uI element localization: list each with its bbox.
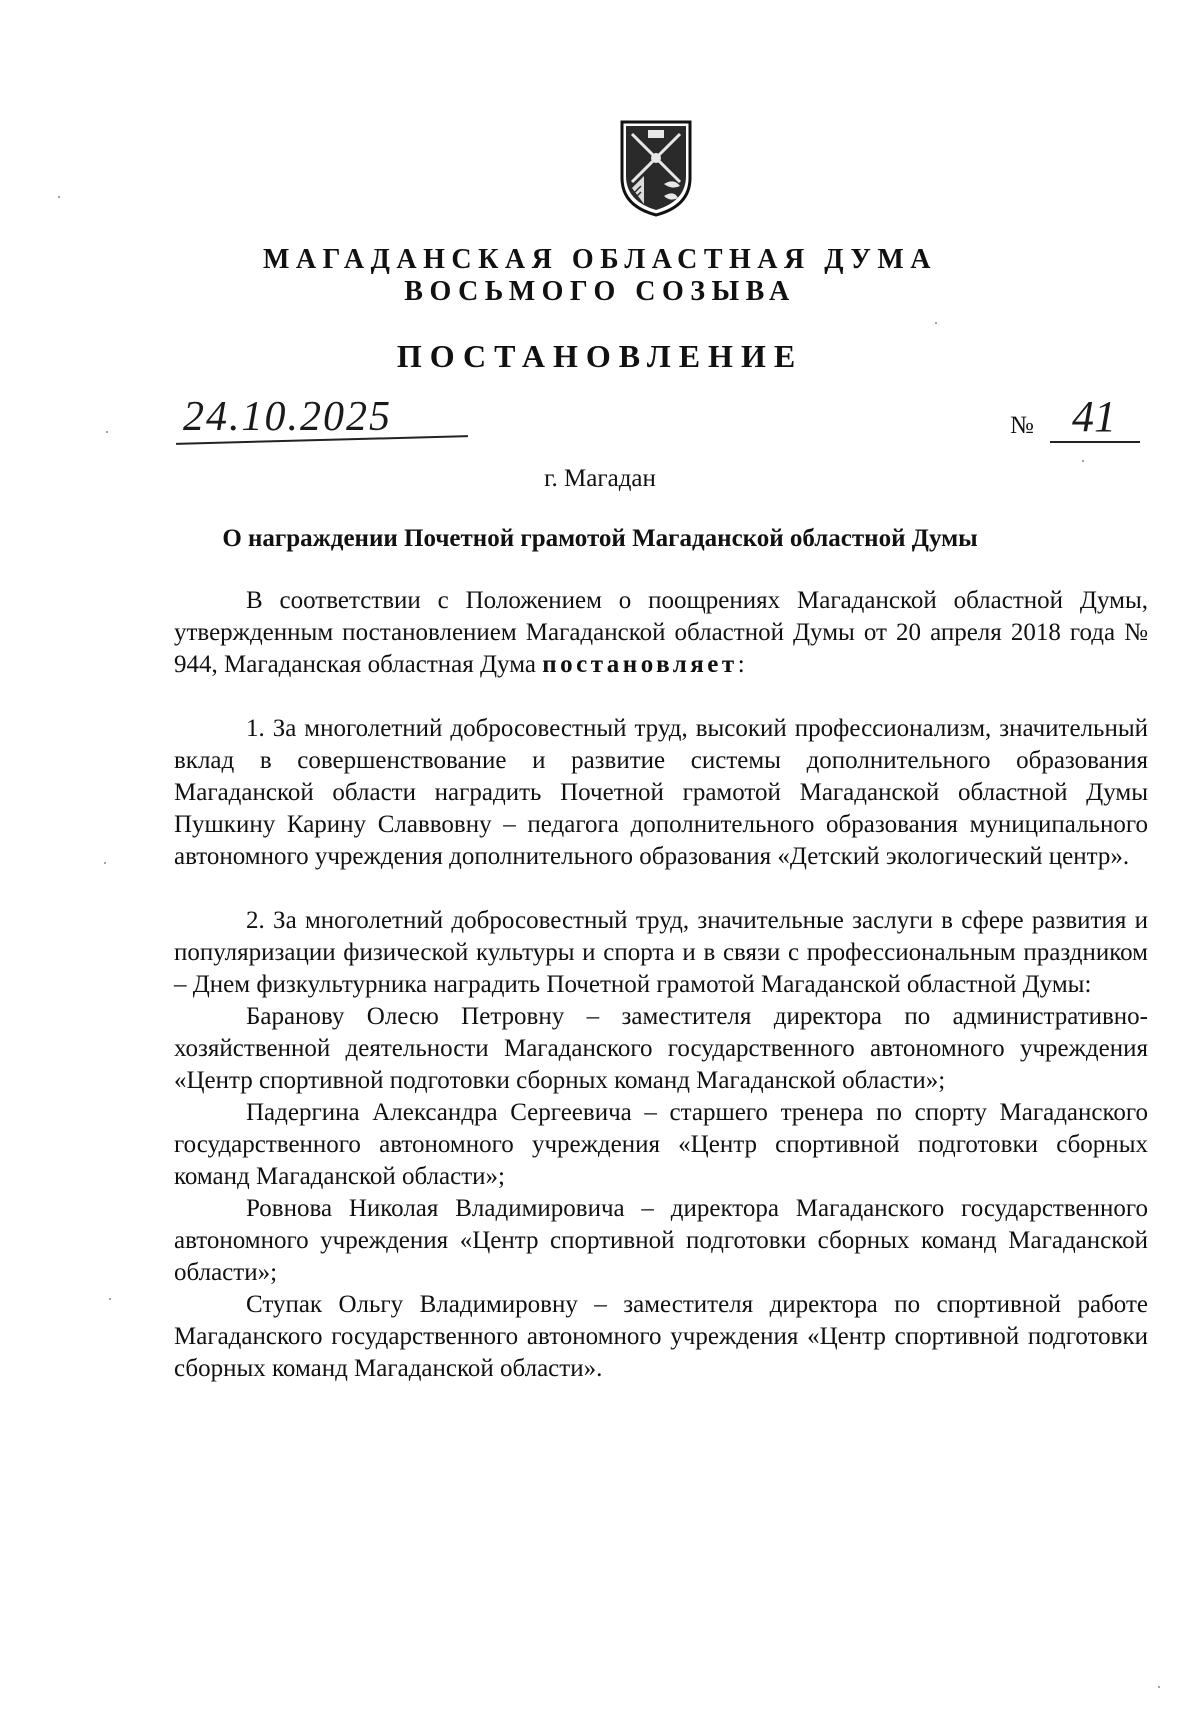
scan-speck [1158, 1686, 1160, 1688]
awardee-paragraph: Падергина Александра Сергеевича – старшего тренера по спорту Магаданского государственного автономного учреждения «Центр спортивной подготовки сборных команд Магаданской области»; [174, 1099, 1148, 1190]
scan-speck [104, 862, 106, 864]
organization-name: МАГАДАНСКАЯ ОБЛАСТНАЯ ДУМА [262, 244, 938, 275]
city: г. Магадан [544, 465, 656, 492]
awardee-paragraph: Ровнова Николая Владимировича – директора Магаданского государственного автономного учреждения «Центр спортивной подготовки сборных команд Магаданской области»; [174, 1195, 1148, 1286]
scan-speck [935, 322, 937, 324]
scan-speck [58, 196, 60, 198]
item-paragraph: 2. За многолетний добросовестный труд, значительные заслуги в сфере развития и популяризации физической культуры и спорта и в связи с профессиональным праздником – Днем физкультурника наградить Почетной грамотой Магаданской областной Думы: [174, 907, 1148, 998]
awardee-paragraph: Ступак Ольгу Владимировну – заместителя директора по спортивной работе Магаданского государственного автономного учреждения «Центр спортивной подготовки сборных команд Магаданской области». [174, 1291, 1148, 1382]
document-body [174, 585, 1148, 1385]
convocation: ВОСЬМОГО СОЗЫВА [404, 276, 796, 307]
item-paragraph: 1. За многолетний добросовестный труд, высокий профессионализм, значительный вклад в совершенствование и развитие системы дополнительного образования Магаданской области наградить Почетной грамотой Магаданской областной Думы Пушкину Карину Славвовну – педагога дополнительного образования муниципального автономного учреждения дополнительного образования «Детский экологический центр». [174, 715, 1148, 870]
number-label: № [1010, 412, 1034, 439]
number-underline [1050, 441, 1140, 443]
scan-speck [1082, 460, 1084, 462]
scan-speck [109, 1298, 111, 1300]
scan-speck [106, 431, 108, 433]
document-type: ПОСТАНОВЛЕНИЕ [396, 338, 804, 374]
document-title: О награждении Почетной грамотой Магаданской областной Думы [222, 525, 978, 552]
coat-of-arms-icon [618, 118, 694, 218]
preamble-text: В соответствии с Положением о поощрениях Магаданской областной Думы, утвержденным постановлением Магаданской областной Думы от 20 апреля 2018 года № 944, Магаданская областная Дума [174, 587, 1148, 678]
handwritten-date: 24.10.2025 [183, 394, 392, 440]
awardee-paragraph: Баранову Олесю Петровну – заместителя директора по административно-хозяйственной деятельности Магаданского государственного автономного учреждения «Центр спортивной подготовки сборных команд Магаданской области»; [174, 1003, 1148, 1094]
handwritten-number: 41 [1072, 392, 1116, 441]
preamble-paragraph [174, 585, 1148, 681]
preamble-colon: : [737, 651, 745, 678]
resolution-keyword: постановляет [542, 651, 738, 678]
